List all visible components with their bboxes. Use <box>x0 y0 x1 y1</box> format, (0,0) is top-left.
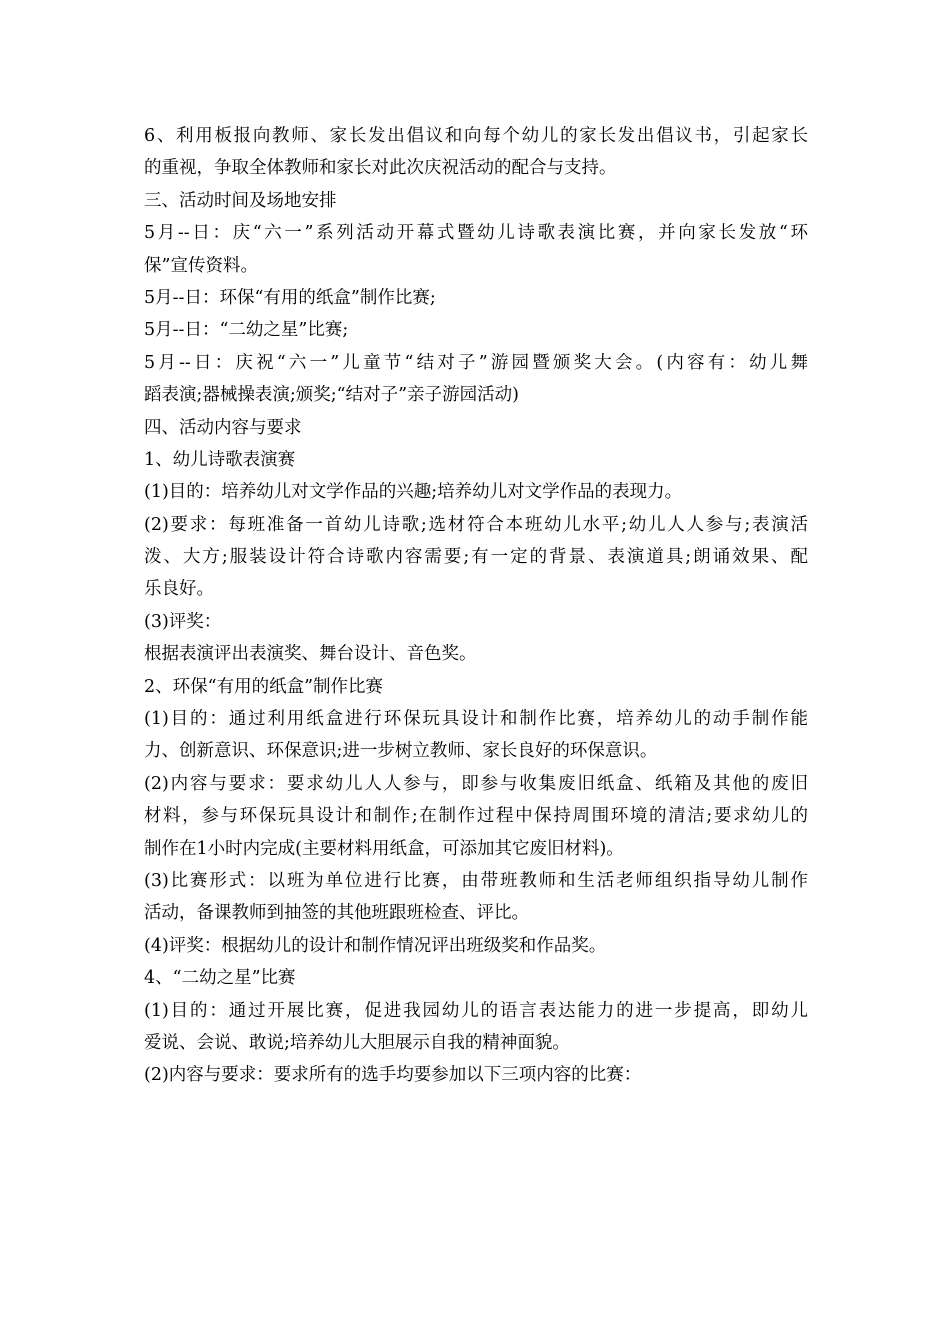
text-line: 5月--日：“二幼之星”比赛; <box>144 320 349 341</box>
text-line: 5月--日：环保“有用的纸盒”制作比赛; <box>144 287 436 308</box>
text-line: 四、活动内容与要求 <box>144 417 302 438</box>
text-line: 5月--日：庆“六一”系列活动开幕式暨幼儿诗歌表演比赛，并向家长发放“环 <box>144 223 808 244</box>
text-line: 6、利用板报向教师、家长发出倡议和向每个幼儿的家长发出倡议书，引起家长 <box>144 126 808 146</box>
document-page <box>144 120 808 1092</box>
text-line: 4、“二幼之星”比赛 <box>144 968 296 989</box>
text-line: 三、活动时间及场地安排 <box>144 190 337 211</box>
text-line: 5月--日：庆祝“六一”儿童节“结对子”游园暨颁奖大会。(内容有：幼儿舞 <box>144 352 808 373</box>
text-line: (1)目的：通过利用纸盒进行环保玩具设计和制作比赛，培养幼儿的动手制作能 <box>144 709 808 730</box>
text-line: 2、环保“有用的纸盒”制作比赛 <box>144 676 384 697</box>
text-line: 保”宣传资料。 <box>144 255 258 276</box>
text-line: 泼、大方;服装设计符合诗歌内容需要;有一定的背景、表演道具;朗诵效果、配 <box>144 547 808 568</box>
text-line: 乐良好。 <box>144 579 214 600</box>
text-line: 制作在1小时内完成(主要材料用纸盒，可添加其它废旧材料)。 <box>144 838 624 859</box>
text-line: (2)内容与要求：要求幼儿人人参与，即参与收集废旧纸盒、纸箱及其他的废旧 <box>144 773 808 794</box>
text-line: (1)目的：培养幼儿对文学作品的兴趣;培养幼儿对文学作品的表现力。 <box>144 482 683 503</box>
text-line: (1)目的：通过开展比赛，促进我园幼儿的语言表达能力的进一步提高，即幼儿 <box>144 1000 808 1021</box>
text-line: 活动，备课教师到抽签的其他班跟班检查、评比。 <box>144 903 529 924</box>
text-line: 根据表演评出表演奖、舞台设计、音色奖。 <box>144 644 477 665</box>
text-line: 爱说、会说、敢说;培养幼儿大胆展示自我的精神面貌。 <box>144 1032 570 1053</box>
text-line: (4)评奖：根据幼儿的设计和制作情况评出班级奖和作品奖。 <box>144 935 607 956</box>
text-line: (2)要求：每班准备一首幼儿诗歌;选材符合本班幼儿水平;幼儿人人参与;表演活 <box>144 514 808 535</box>
text-line: (3)比赛形式：以班为单位进行比赛，由带班教师和生活老师组织指导幼儿制作 <box>144 870 808 891</box>
text-line: 蹈表演;器械操表演;颁奖;“结对子”亲子游园活动) <box>144 385 519 406</box>
text-line: 1、幼儿诗歌表演赛 <box>144 449 296 470</box>
text-line: 材料，参与环保玩具设计和制作;在制作过程中保持周围环境的清洁;要求幼儿的 <box>144 806 808 827</box>
text-line: (2)内容与要求：要求所有的选手均要参加以下三项内容的比赛： <box>144 1065 642 1086</box>
text-line: 力、创新意识、环保意识;进一步树立教师、家长良好的环保意识。 <box>144 741 658 762</box>
text-line: (3)评奖： <box>144 611 222 632</box>
text-line: 的重视，争取全体教师和家长对此次庆祝活动的配合与支持。 <box>144 158 617 179</box>
